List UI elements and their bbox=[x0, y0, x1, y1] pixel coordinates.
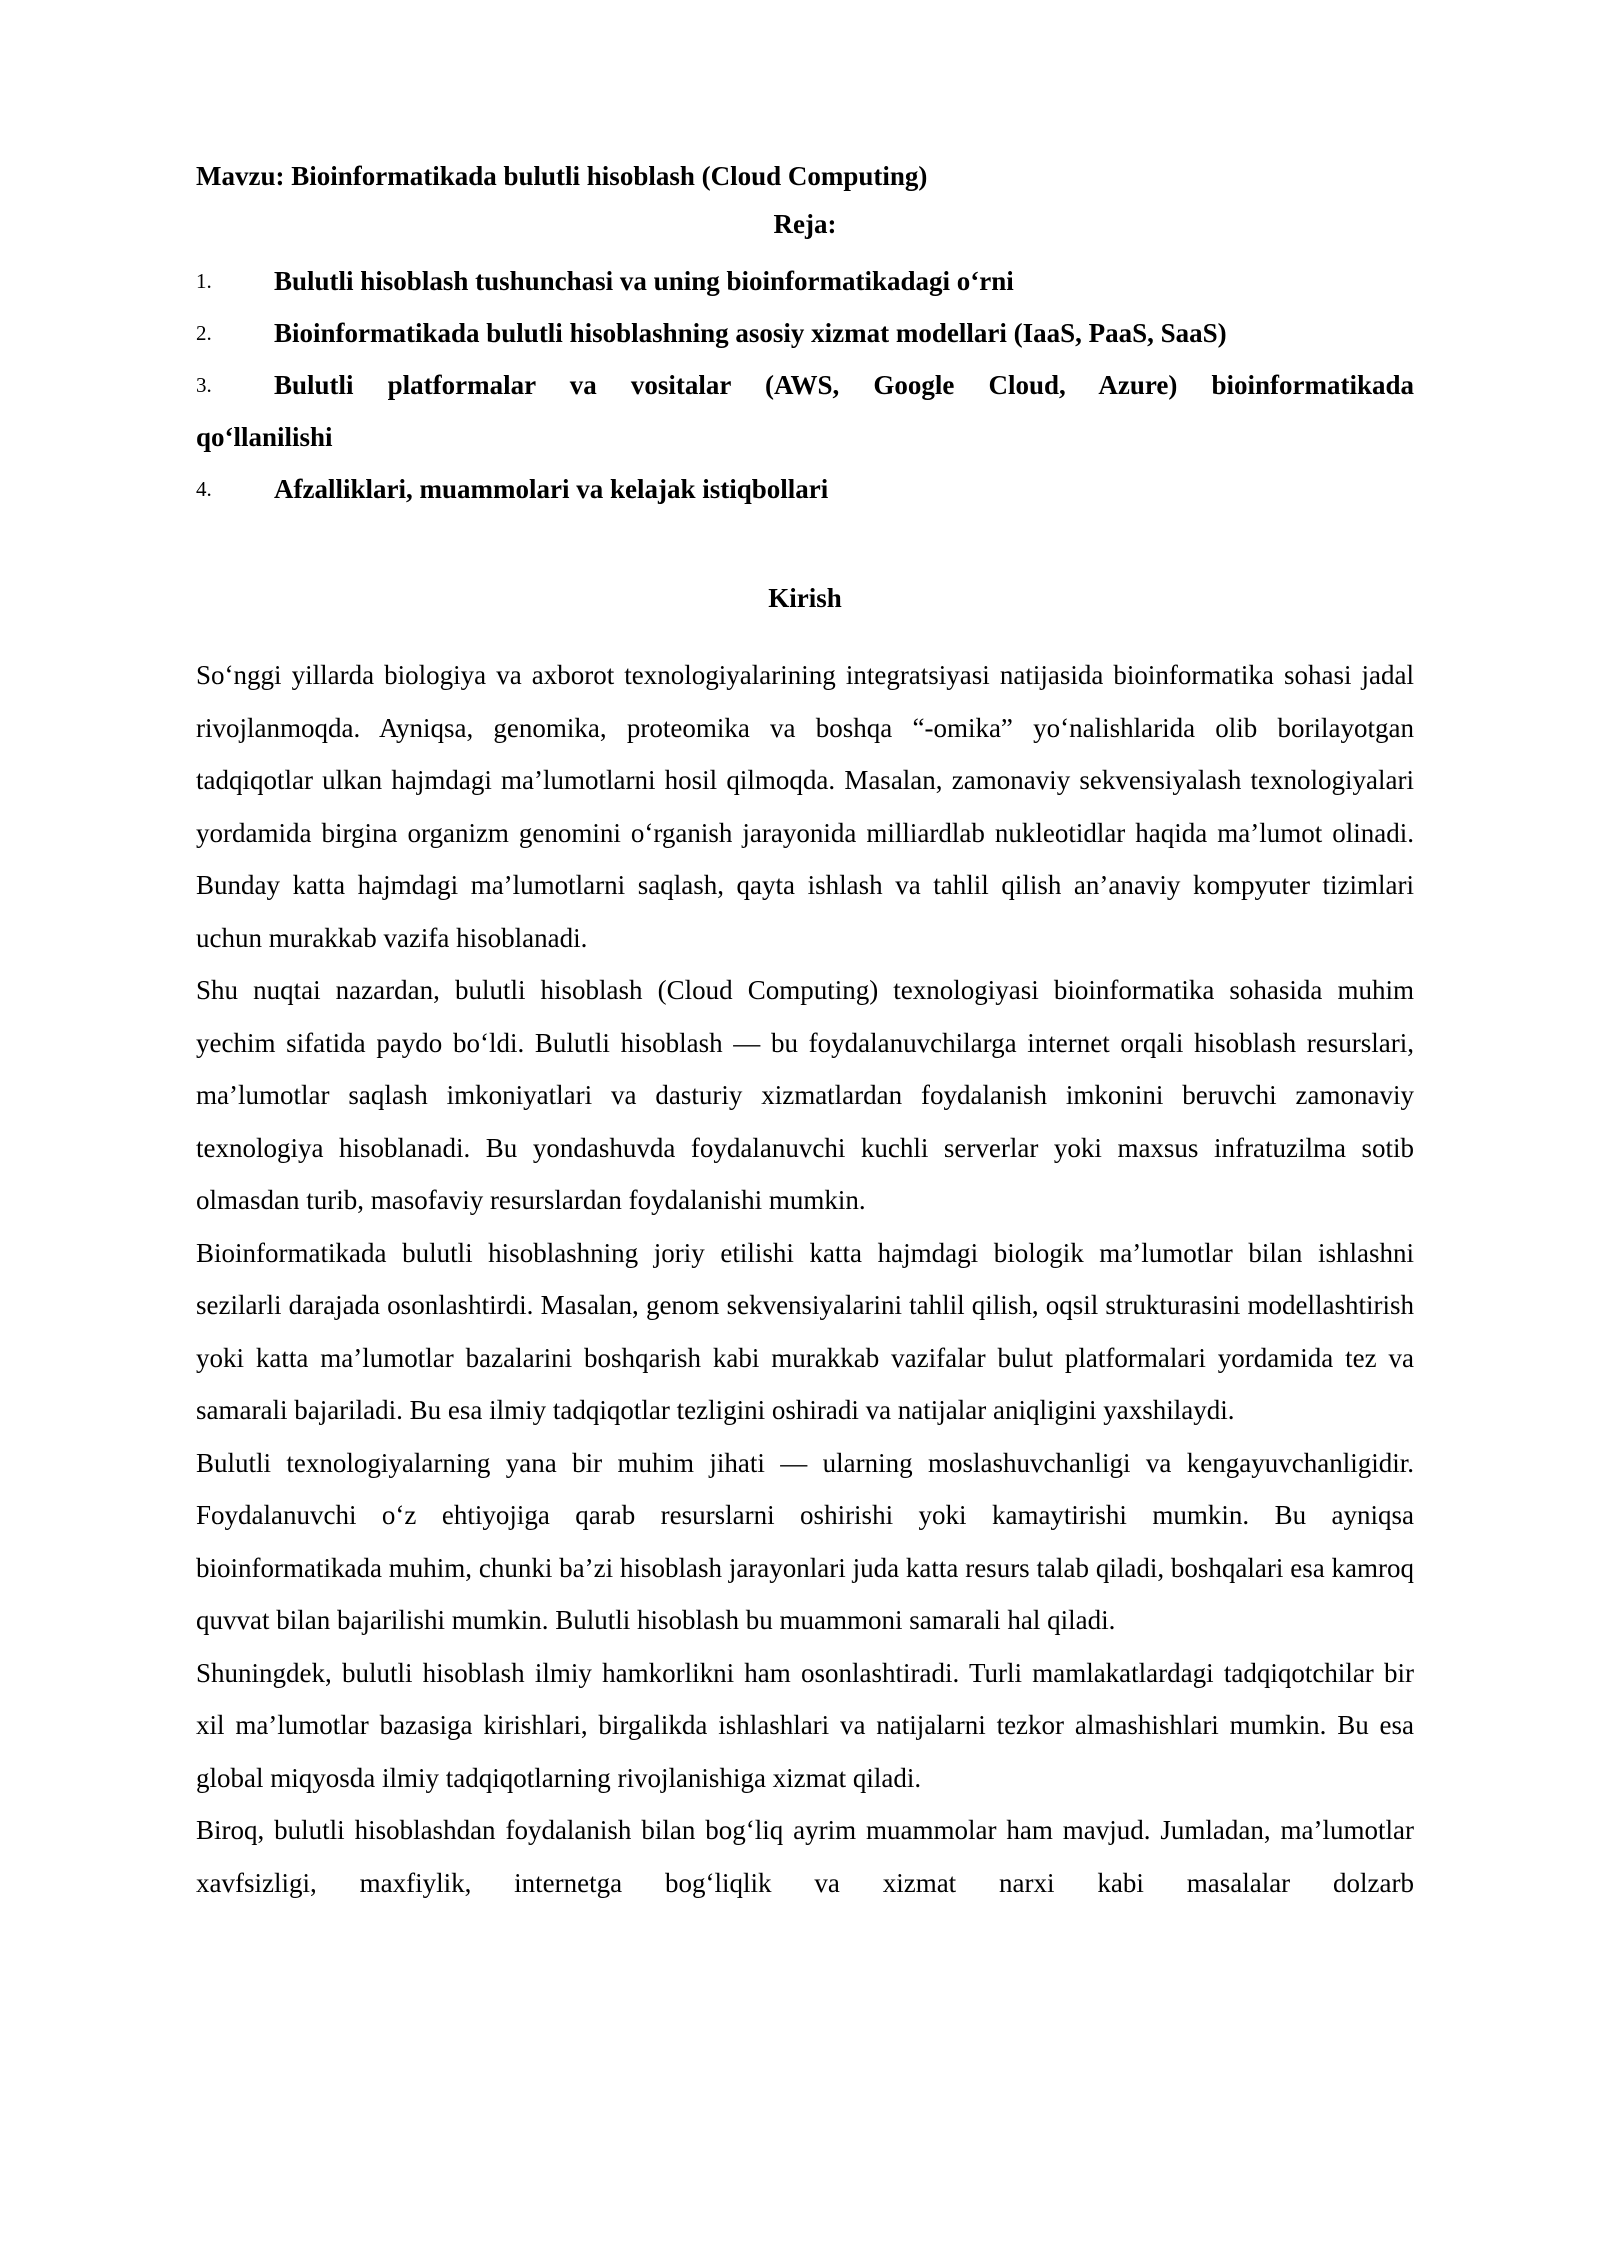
body-paragraph: Bioinformatikada bulutli hisoblashning joriy etilishi katta hajmdagi biologik ma’lumotlar bilan ishlashni sezilarli darajada osonlashtirdi. Masalan, genom sekvensiyalarini tahlil qilish, oqsil strukturasini modellashtirish yoki katta ma’lumotlar bazalarini boshqarish kabi murakkab vazifalar bulut platformalari yordamida tez va samarali bajariladi. Bu esa ilmiy tadqiqotlar tezligini oshiradi va natijalar aniqligini yaxshilaydi. bbox=[196, 1237, 1414, 1425]
plan-item bbox=[196, 255, 1414, 307]
plan-item-text: Afzalliklari, muammolari va kelajak istiqbollari bbox=[274, 474, 829, 504]
plan-item-text: Bulutli hisoblash tushunchasi va uning bioinformatikadagi o‘rni bbox=[274, 266, 1014, 296]
body-paragraph: Biroq, bulutli hisoblashdan foydalanish bilan bog‘liq ayrim muammolar ham mavjud. Jumladan, ma’lumotlar xavfsizligi, maxfiylik, internetga bog‘liqlik va xizmat narxi kabi masalalar dolzarb bbox=[196, 1815, 1414, 1898]
plan-item-number: 1. bbox=[196, 269, 212, 293]
plan-item bbox=[196, 359, 1414, 463]
body-paragraph: So‘nggi yillarda biologiya va axborot texnologiyalarining integratsiyasi natijasida bioinformatika sohasi jadal rivojlanmoqda. Ayniqsa, genomika, proteomika va boshqa “-omika” yo‘nalishlarida olib borilayotgan tadqiqotlar ulkan hajmdagi ma’lumotlarni hosil qilmoqda. Masalan, zamonaviy sekvensiyalash texnologiyalari yordamida birgina organizm genomini o‘rganish jarayonida milliardlab nukleotidlar haqida ma’lumot olinadi. Bunday katta hajmdagi ma’lumotlarni saqlash, qayta ishlash va tahlil qilish an’anaviy kompyuter tizimlari uchun murakkab vazifa hisoblanadi. bbox=[196, 660, 1414, 953]
plan-item-text-continued: qo‘llanilishi bbox=[196, 422, 333, 452]
plan-item bbox=[196, 307, 1414, 359]
plan-item-text: Bioinformatikada bulutli hisoblashning asosiy xizmat modellari (IaaS, PaaS, SaaS) bbox=[274, 318, 1227, 348]
plan-title: Reja: bbox=[773, 209, 837, 239]
plan-item-number: 4. bbox=[196, 477, 212, 501]
section-title: Kirish bbox=[768, 583, 842, 613]
plan-item bbox=[196, 463, 1414, 515]
document-topic: Mavzu: Bioinformatikada bulutli hisoblash (Cloud Computing) bbox=[196, 161, 928, 191]
plan-item-number: 2. bbox=[196, 321, 212, 345]
plan-item-text: Bulutli platformalar va vositalar (AWS, Google Cloud, Azure) bioinformatikada bbox=[274, 370, 1414, 400]
body-paragraph: Shu nuqtai nazardan, bulutli hisoblash (Cloud Computing) texnologiyasi bioinformatika sohasida muhim yechim sifatida paydo bo‘ldi. Bulutli hisoblash — bu foydalanuvchilarga internet orqali hisoblash resurslari, ma’lumotlar saqlash imkoniyatlari va dasturiy xizmatlardan foydalanish imkonini beruvchi zamonaviy texnologiya hisoblanadi. Bu yondashuvda foydalanuvchi kuchli serverlar yoki maxsus infratuzilma sotib olmasdan turib, masofaviy resurslardan foydalanishi mumkin. bbox=[196, 975, 1414, 1215]
body-paragraph: Shuningdek, bulutli hisoblash ilmiy hamkorlikni ham osonlashtiradi. Turli mamlakatlardagi tadqiqotchilar bir xil ma’lumotlar bazasiga kirishlari, birgalikda ishlashlari va natijalarni tezkor almashishlari mumkin. Bu esa global miqyosda ilmiy tadqiqotlarning rivojlanishiga xizmat qiladi. bbox=[196, 1657, 1414, 1793]
body-paragraph: Bulutli texnologiyalarning yana bir muhim jihati — ularning moslashuvchanligi va kengayuvchanligidir. Foydalanuvchi o‘z ehtiyojiga qarab resurslarni oshirishi yoki kamaytirishi mumkin. Bu ayniqsa bioinformatikada muhim, chunki ba’zi hisoblash jarayonlari juda katta resurs talab qiladi, boshqalari esa kamroq quvvat bilan bajarilishi mumkin. Bulutli hisoblash bu muammoni samarali hal qiladi. bbox=[196, 1447, 1414, 1635]
plan-item-line bbox=[196, 359, 1414, 411]
plan-list bbox=[196, 255, 1414, 515]
plan-item-number: 3. bbox=[196, 373, 212, 397]
